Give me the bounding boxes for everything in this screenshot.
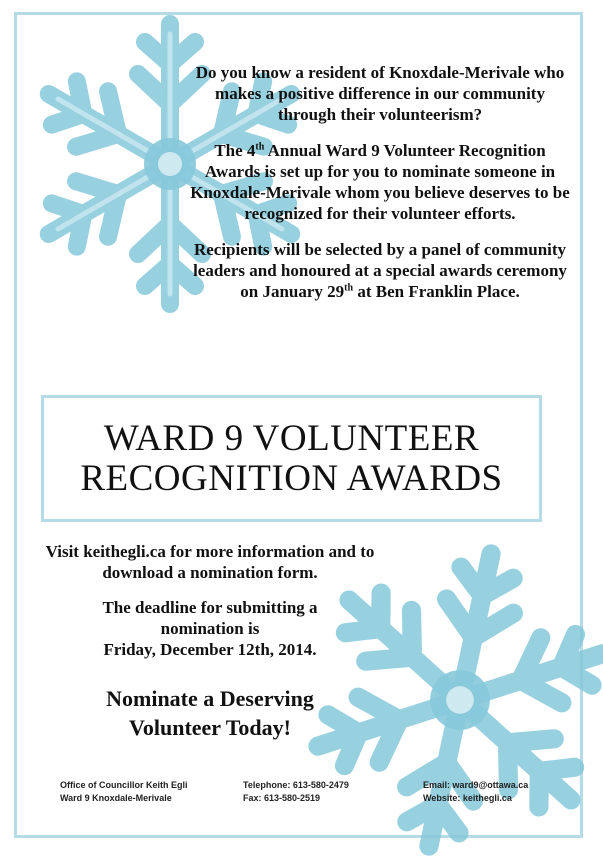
footer-email: Email: ward9@ottawa.ca <box>423 780 529 790</box>
deadline-line-2: nomination is <box>160 619 260 638</box>
deadline-line-1: The deadline for submitting a <box>102 598 318 617</box>
deadline-line-3: Friday, December 12th, 2014. <box>103 640 317 659</box>
footer-fax: Fax: 613-580-2519 <box>243 793 321 803</box>
awards-title-line-2: RECOGNITION AWARDS <box>80 457 503 499</box>
intro-recipients: Recipients will be selected by a panel of community leaders and honoured at a special awards ceremony on January 29th at Ben Franklin Place. <box>193 240 567 301</box>
intro-annual-awards: The 4th Annual Ward 9 Volunteer Recognition Awards is set up for you to nominate someone in Knoxdale-Merivale whom you believe deserves to be recognized for their volunteer efforts. <box>190 141 570 223</box>
footer-office-column <box>60 779 188 805</box>
footer-telephone: Telephone: 613-580-2479 <box>243 780 349 790</box>
footer-website: Website: keithegli.ca <box>423 793 512 803</box>
footer-ward: Ward 9 Knoxdale-Merivale <box>60 793 172 803</box>
footer-phone-column <box>243 779 349 805</box>
awards-title-box <box>41 395 542 522</box>
awards-title-line-1: WARD 9 VOLUNTEER <box>103 417 480 459</box>
footer-web-column <box>423 779 528 805</box>
deadline-text <box>30 597 390 660</box>
nominate-call-to-action <box>40 684 380 742</box>
visit-website-text: Visit keithegli.ca for more information and to download a nomination form. <box>45 542 375 582</box>
info-text <box>30 541 390 674</box>
intro-text <box>190 62 570 317</box>
intro-question: Do you know a resident of Knoxdale-Merivale who makes a positive difference in our community through their volunteerism? <box>195 63 565 124</box>
footer-office: Office of Councillor Keith Egli <box>60 780 188 790</box>
cta-line-2: Volunteer Today! <box>129 715 291 740</box>
cta-line-1: Nominate a Deserving <box>106 686 314 711</box>
